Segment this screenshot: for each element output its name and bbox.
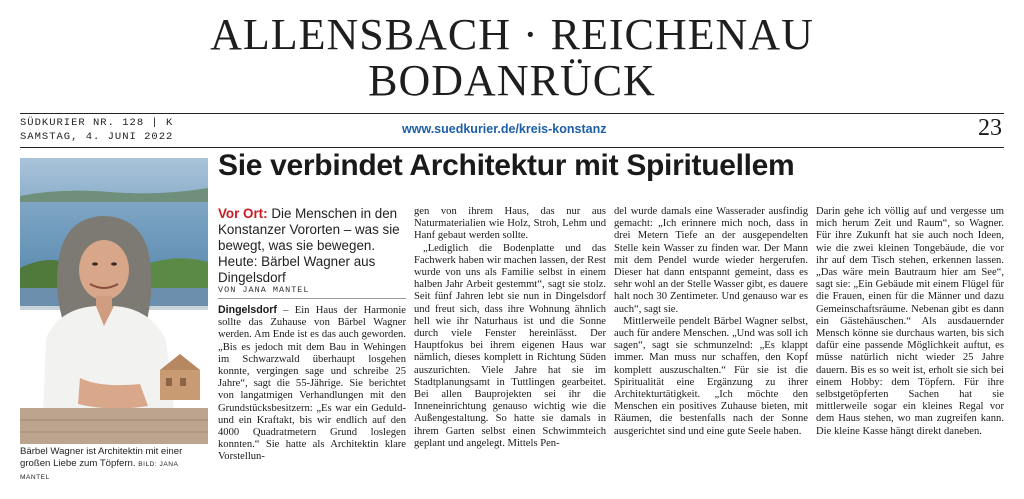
intro-text: Die Menschen in den Konstanzer Vororten – was sie bewegt, was sie bewegen. Heute: Bärbel Wagner aus Dingelsdorf <box>218 206 400 285</box>
column-4-paragraph-1: Darin gehe ich völlig auf und vergesse um mich herum Zeit und Raum“, so Wagner. Für ihre Zukunft hat sie auch noch Ideen, wie die zwei kleinen Tongebäude, die vor ihr auf dem Tisch stehen, erkennen lassen. „Das wäre mein Bautraum hier am See“, sagt sie: „Ein Gebäude mit einem Flügel für die Frauen, einen für die Männer und dazu Gemeinschaftsräume. Nebenan gibt es dann ein Gästehäuschen.“ Als ausdauernder Mensch könne sie durchaus warten, bis sich dafür eine passende Möglichkeit auftut, es müsse natürlich nicht wieder 25 Jahre dauern. Bis es so weit ist, erholt sie sich bei einem Hobby: dem Töpfern. Für ihre selbstgetöpferten Sachen hat sie mittlerweile sogar ein kleines Regal vor dem Haus stehen, wo man zugreifen kann. Die kleine Kasse hängt direkt daneben. <box>816 206 1004 437</box>
issue-date: SAMSTAG, 4. JUNI 2022 <box>20 131 174 143</box>
photo-caption <box>20 446 208 484</box>
dateline-place: Dingelsdorf <box>218 304 277 316</box>
article-column-1 <box>218 304 406 464</box>
page-number: 23 <box>978 115 1002 141</box>
masthead-line-2: BODANRÜCK <box>368 56 656 105</box>
column-1-text: – Ein Haus der Harmonie sollte das Zuhause von Bärbel Wagner werden. Am Ende ist es das auch geworden. „Bis es jedoch mit dem Bau in Wehingen im Schwarzwald überhaupt losgehen konnte, vergingen sage und schreibe 25 Jahre“, sagt die 55-Jährige. Sie berichtet von langatmigen Verhandlungen mit den Grundstücksbesitzern: „Es war ein Geduld- und ein Kraftakt, bis wir endlich auf den 4000 Quadratmetern Grund loslegen konnten.“ Sie hatte als Architektin klare Vorstellun- <box>218 305 406 463</box>
issue-number: SÜDKURIER NR. 128 | K <box>20 117 174 129</box>
byline-rule <box>218 298 406 299</box>
column-1-paragraph <box>218 304 406 464</box>
column-2-paragraph-2: „Lediglich die Bodenplatte und das Fachwerk haben wir machen lassen, der Rest wurde von uns als Familie selbst in einem halben Jahr Arbeit gestemmt“, sagt sie stolz. Seit fünf Jahren lebt sie nun in Dingelsdorf und freut sich, dass ihre Wohnung ähnlich hell wie ihr Naturhaus ist und die Sonne durch viele Fenster hereinlässt. Der Hauptfokus bei ihrem eigenen Haus war nämlich, dieses komplett in Richtung Süden auszurichten. Viele Jahre hat sie im Stadtplanungsamt in Tuttlingen gearbeitet. Bei allen Bauprojekten sei ihr die Inneneinrichtung genauso wichtig wie die Außengestaltung. So hatte sie damals in ihrem Garten selbst einen Schwimmteich geplant und angelegt. Mittels Pen- <box>414 242 606 449</box>
byline: VON JANA MANTEL <box>218 285 310 295</box>
column-3-paragraph-2: Mittlerweile pendelt Bärbel Wagner selbst, auch für andere Menschen. „Und was soll ich sagen“, sagt sie schmunzelnd: „Es klappt immer. Man muss nur schaffen, den Kopf komplett auszuschalten.“ Für sie ist die Spiritualität eine Ergänzung zu ihrer Architekturtätigkeit. „Ich möchte den Menschen ein positives Zuhause bieten, mit Räumen, die bestenfalls nach der Sonne ausgerichtet sind und eine gute Seele haben. <box>614 315 808 437</box>
article-headline: Sie verbindet Architektur mit Spirituellem <box>218 149 795 182</box>
intro-kicker: Vor Ort: <box>218 206 268 221</box>
photo-credit: BILD: JANA MANTEL <box>20 461 179 481</box>
column-3-paragraph-1: del wurde damals eine Wasserader ausfindig gemacht: „Ich erinnere mich noch, dass in drei Metern Tiefe an der ausgependelten Stelle kein Wasser zu finden war. Der Mann mit dem Pendel wurde wieder hergerufen. Dieser hat dann entspannt gemeint, dass es sehr wohl an der Stelle Wasser gibt, es dauere halt noch 30 Zentimeter. Und genauso war es auch“, sagt sie. <box>614 206 808 315</box>
article-column-3 <box>614 206 808 438</box>
article-photo <box>20 158 208 444</box>
masthead-line-1: ALLENSBACH · REICHENAU <box>210 10 814 59</box>
masthead <box>0 12 1024 104</box>
column-2-paragraph-1: gen von ihrem Haus, das nur aus Naturmaterialien wie Holz, Stroh, Lehm und Hanf gebaut werden sollte. <box>414 206 606 242</box>
article-intro <box>218 206 406 286</box>
article-column-4 <box>816 206 1004 438</box>
article-column-2 <box>414 206 606 450</box>
photo-caption-text: Bärbel Wagner ist Architektin mit einer großen Liebe zum Töpfern. <box>20 446 183 469</box>
website-link[interactable]: www.suedkurier.de/kreis-konstanz <box>402 122 607 136</box>
masthead-rule <box>20 113 1004 114</box>
